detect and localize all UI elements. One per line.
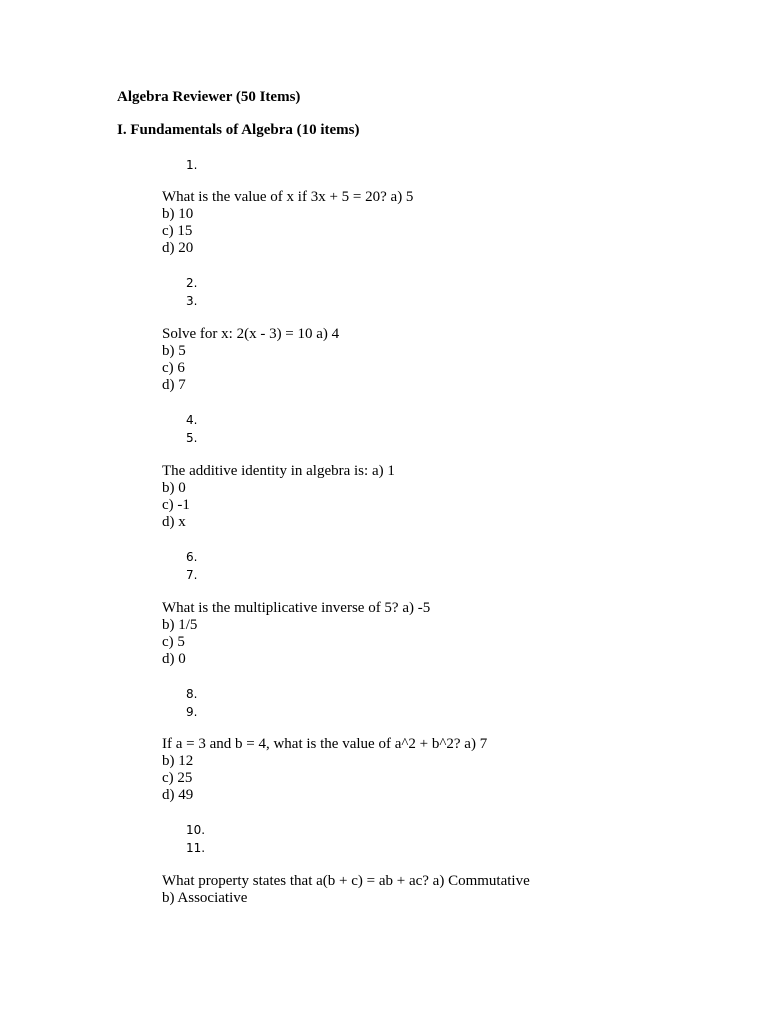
answer-choice: c) 5 xyxy=(162,634,185,650)
answer-choice: c) 15 xyxy=(162,223,193,239)
question-stem: Solve for x: 2(x - 3) = 10 a) 4 xyxy=(162,326,340,342)
answer-choice: b) 12 xyxy=(162,753,194,769)
answer-choice: d) x xyxy=(162,514,186,530)
list-number: 2. xyxy=(186,276,198,290)
answer-choice: d) 0 xyxy=(162,651,186,667)
answer-choice: b) Associative xyxy=(162,890,248,906)
document-title: Algebra Reviewer (50 Items) xyxy=(117,89,301,105)
answer-choice: d) 20 xyxy=(162,240,194,256)
list-number: 9. xyxy=(186,705,198,719)
question-stem: What property states that a(b + c) = ab + ac? a) Commutative xyxy=(162,873,530,889)
answer-choice: b) 1/5 xyxy=(162,617,198,633)
list-number: 8. xyxy=(186,687,198,701)
question-stem: What is the value of x if 3x + 5 = 20? a) 5 xyxy=(162,189,414,205)
answer-choice: b) 10 xyxy=(162,206,194,222)
list-number: 10. xyxy=(186,823,206,837)
section-heading: I. Fundamentals of Algebra (10 items) xyxy=(117,122,360,138)
answer-choice: d) 49 xyxy=(162,787,194,803)
list-number: 3. xyxy=(186,294,198,308)
answer-choice: c) 6 xyxy=(162,360,185,376)
question-stem: If a = 3 and b = 4, what is the value of a^2 + b^2? a) 7 xyxy=(162,736,488,752)
answer-choice: b) 5 xyxy=(162,343,186,359)
question-stem: The additive identity in algebra is: a) 1 xyxy=(162,463,395,479)
answer-choice: b) 0 xyxy=(162,480,186,496)
answer-choice: c) 25 xyxy=(162,770,193,786)
list-number: 5. xyxy=(186,431,198,445)
question-stem: What is the multiplicative inverse of 5? a) -5 xyxy=(162,600,431,616)
list-number: 1. xyxy=(186,158,198,172)
list-number: 6. xyxy=(186,550,198,564)
answer-choice: d) 7 xyxy=(162,377,186,393)
list-number: 11. xyxy=(186,841,206,855)
answer-choice: c) -1 xyxy=(162,497,190,513)
list-number: 7. xyxy=(186,568,198,582)
list-number: 4. xyxy=(186,413,198,427)
